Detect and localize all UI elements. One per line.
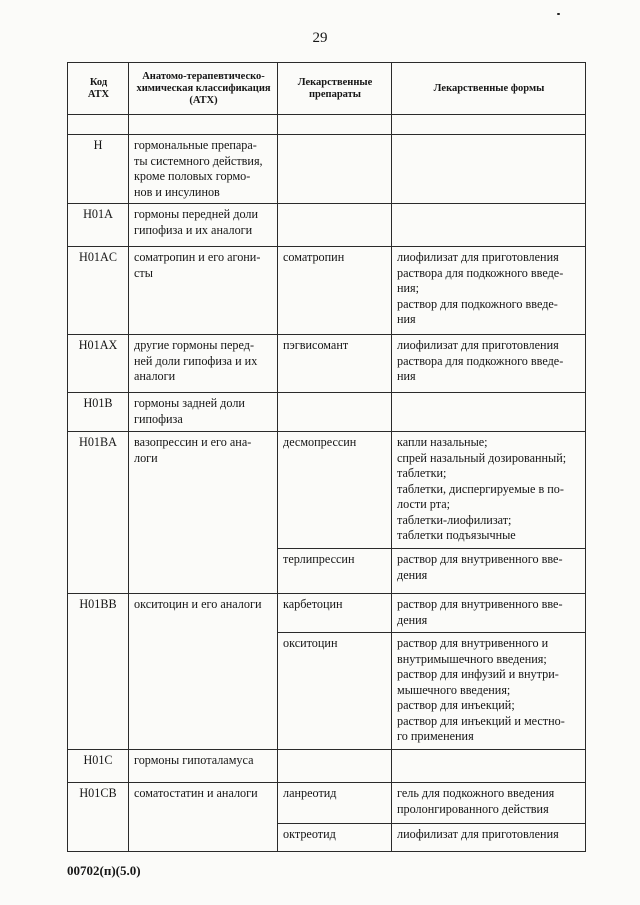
atc-class-cell <box>129 549 278 594</box>
header-line: препараты <box>308 89 362 100</box>
cell-text-line: окситоцин <box>283 636 338 650</box>
cell-text-line: пролонгированного действия <box>397 801 549 816</box>
cell-text-line: гормональные препара- <box>134 138 257 152</box>
table-row <box>68 594 586 633</box>
atc-class-cell <box>129 750 278 783</box>
cell-text-line: десмопрессин <box>283 435 357 449</box>
cell-text-line: капли назальные; <box>397 435 488 449</box>
drug-cell <box>278 247 392 335</box>
cell-text-line: лиофилизат для приготовления <box>397 250 559 264</box>
drug-cell <box>278 432 392 549</box>
cell-text-line: гормоны гипоталамуса <box>134 753 254 767</box>
cell-text-line: соматропин <box>283 250 345 264</box>
cell-text-line: гормоны задней доли <box>134 396 245 410</box>
drug-cell <box>278 824 392 852</box>
cell-text-line: аналоги <box>134 369 176 383</box>
dosage-forms-cell <box>392 204 586 247</box>
cell-text-line: раствор для внутривенного и <box>397 636 549 650</box>
atc-code-cell: H01BB <box>68 594 129 633</box>
dosage-forms-cell <box>392 135 586 204</box>
header-line: Лекарственные <box>297 77 373 88</box>
cell-text-line: сты <box>134 265 153 280</box>
column-number-row <box>68 115 586 135</box>
header-row <box>68 63 586 115</box>
cell-text-line: раствор для инъекций; <box>397 698 515 712</box>
scan-speck <box>557 13 560 15</box>
dosage-forms-cell <box>392 247 586 335</box>
cell-text-line: раствор для инфузий и внутри- <box>397 667 559 681</box>
atc-code-cell: H01A <box>68 204 129 247</box>
cell-text-line: терлипрессин <box>283 552 355 566</box>
table-body <box>68 135 586 852</box>
drug-cell <box>278 783 392 824</box>
cell-text-line: таблетки; <box>397 466 447 480</box>
cell-text-line: другие гормоны перед- <box>134 338 254 352</box>
drug-cell <box>278 204 392 247</box>
table-row <box>68 824 586 852</box>
cell-text-line: ния <box>397 369 416 383</box>
header-line: Лекарственные формы <box>433 83 545 94</box>
cell-text-line: кроме половых гормо- <box>134 169 251 183</box>
table-row <box>68 633 586 750</box>
dosage-forms-cell <box>392 824 586 852</box>
cell-text-line: логи <box>134 450 158 465</box>
page-number: 29 <box>312 30 328 46</box>
cell-text-line: нов и инсулинов <box>134 184 220 199</box>
atc-code-cell: H01AC <box>68 247 129 335</box>
atc-code-cell: H01C <box>68 750 129 783</box>
cell-text-line: раствора для подкожного введе- <box>397 353 564 368</box>
cell-text-line: соматостатин и аналоги <box>134 786 258 800</box>
footer-document-code: 00702(п)(5.0) <box>67 863 141 878</box>
cell-text-line: таблетки, диспергируемые в по- <box>397 481 564 496</box>
cell-text-line: мышечного введения; <box>397 682 511 697</box>
cell-text-line: спрей назальный дозированный; <box>397 450 567 465</box>
cell-text-line: лиофилизат для приготовления <box>397 827 559 841</box>
cell-text-line: гормоны передней доли <box>134 207 258 221</box>
cell-text-line: раствор для подкожного введе- <box>397 296 558 311</box>
dosage-forms-cell <box>392 335 586 393</box>
drug-cell <box>278 633 392 750</box>
dosage-forms-cell <box>392 393 586 432</box>
atc-code-cell: H01B <box>68 393 129 432</box>
atc-class-cell <box>129 393 278 432</box>
header-dosage-forms <box>392 63 586 115</box>
drug-cell <box>278 594 392 633</box>
cell-text-line: внутримышечного введения; <box>397 651 547 666</box>
atc-drug-table <box>67 62 586 852</box>
cell-text-line: раствор для внутривенного вве- <box>397 597 563 611</box>
cell-text-line: дения <box>397 567 428 582</box>
atc-class-cell <box>129 633 278 750</box>
atc-class-cell <box>129 594 278 633</box>
column-number <box>68 115 129 135</box>
cell-text-line: таблетки подъязычные <box>397 528 516 542</box>
cell-text-line: ней доли гипофиза и их <box>134 353 258 368</box>
cell-text-line: ты системного действия, <box>134 153 263 168</box>
header-drugs <box>278 63 392 115</box>
table-row <box>68 783 586 824</box>
drug-cell <box>278 135 392 204</box>
cell-text-line: лости рта; <box>397 497 450 511</box>
cell-text-line: гипофиза <box>134 411 183 426</box>
cell-text-line: раствор для инъекций и местно- <box>397 713 565 728</box>
header-line: Анатомо-терапевтическо- <box>142 71 265 82</box>
cell-text-line: раствор для внутривенного вве- <box>397 552 563 566</box>
atc-class-cell <box>129 783 278 824</box>
atc-class-cell <box>129 135 278 204</box>
cell-text-line: гель для подкожного введения <box>397 786 555 800</box>
header-line: (АТХ) <box>189 95 218 106</box>
header-line: Код <box>89 77 108 88</box>
header-line: АТХ <box>87 89 110 100</box>
atc-class-cell <box>129 204 278 247</box>
cell-text-line: гипофиза и их аналоги <box>134 222 253 237</box>
header-line: химическая классификация <box>136 83 271 94</box>
cell-text-line: дения <box>397 612 428 627</box>
atc-class-cell <box>129 432 278 549</box>
column-number <box>278 115 392 135</box>
table-row <box>68 393 586 432</box>
dosage-forms-cell <box>392 432 586 549</box>
drug-cell <box>278 393 392 432</box>
dosage-forms-cell <box>392 750 586 783</box>
table-row <box>68 750 586 783</box>
drug-cell <box>278 549 392 594</box>
atc-code-cell: H01BA <box>68 432 129 549</box>
atc-code-cell: H <box>68 135 129 204</box>
table-row <box>68 135 586 204</box>
atc-class-cell <box>129 247 278 335</box>
cell-text-line: таблетки-лиофилизат; <box>397 512 512 527</box>
table-row <box>68 549 586 594</box>
dosage-forms-cell <box>392 633 586 750</box>
atc-code-cell: H01CB <box>68 783 129 824</box>
atc-code-cell: H01AX <box>68 335 129 393</box>
cell-text-line: ния; <box>397 281 420 295</box>
atc-code-cell <box>68 549 129 594</box>
drug-cell <box>278 750 392 783</box>
header-atc-code <box>68 63 129 115</box>
cell-text-line: вазопрессин и его ана- <box>134 435 252 449</box>
dosage-forms-cell <box>392 594 586 633</box>
atc-code-cell <box>68 824 129 852</box>
atc-class-cell <box>129 335 278 393</box>
cell-text-line: раствора для подкожного введе- <box>397 265 564 280</box>
atc-class-cell <box>129 824 278 852</box>
column-number <box>129 115 278 135</box>
cell-text-line: октреотид <box>283 827 336 841</box>
cell-text-line: окситоцин и его аналоги <box>134 597 262 611</box>
dosage-forms-cell <box>392 783 586 824</box>
cell-text-line: пэгвисомант <box>283 338 349 352</box>
table-row <box>68 247 586 335</box>
table-row <box>68 432 586 549</box>
cell-text-line: го применения <box>397 729 474 743</box>
header-atc-classification <box>129 63 278 115</box>
atc-code-cell <box>68 633 129 750</box>
drug-cell <box>278 335 392 393</box>
cell-text-line: лиофилизат для приготовления <box>397 338 559 352</box>
column-number <box>392 115 586 135</box>
cell-text-line: соматропин и его агони- <box>134 250 261 264</box>
cell-text-line: карбетоцин <box>283 597 343 611</box>
cell-text-line: ния <box>397 312 416 326</box>
table-row <box>68 335 586 393</box>
table-row <box>68 204 586 247</box>
cell-text-line: ланреотид <box>283 786 337 800</box>
dosage-forms-cell <box>392 549 586 594</box>
